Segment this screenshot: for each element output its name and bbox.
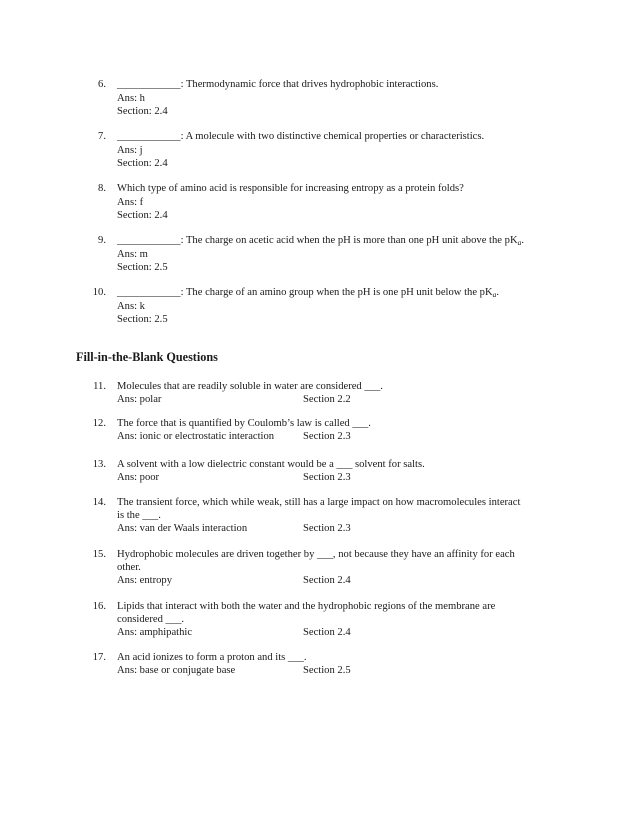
question-10 bbox=[0, 286, 638, 330]
answer-blank: ____________ bbox=[117, 79, 181, 90]
question-15 bbox=[0, 548, 638, 592]
question-number: 10. bbox=[92, 287, 106, 298]
section: Section 2.4 bbox=[303, 575, 351, 586]
section: Section: 2.4 bbox=[117, 210, 168, 221]
question-number: 11. bbox=[93, 381, 106, 392]
section: Section: 2.5 bbox=[117, 262, 168, 273]
question-number: 9. bbox=[98, 235, 106, 246]
question-12 bbox=[0, 417, 638, 447]
question-text-cont: considered ___. bbox=[117, 614, 185, 625]
question-text: Lipids that interact with both the water and the hydrophobic regions of the membrane are bbox=[117, 601, 496, 612]
question-9 bbox=[0, 234, 638, 278]
section: Section: 2.4 bbox=[117, 106, 168, 117]
question-number: 8. bbox=[98, 183, 106, 194]
question-13 bbox=[0, 458, 638, 488]
section: Section 2.4 bbox=[303, 627, 351, 638]
answer: Ans: j bbox=[117, 145, 143, 156]
section: Section: 2.5 bbox=[117, 314, 168, 325]
question-text: ____________: A molecule with two distinctive chemical properties or characteristics. bbox=[117, 131, 485, 142]
answer: Ans: base or conjugate base bbox=[117, 665, 236, 676]
question-text: An acid ionizes to form a proton and its ___. bbox=[117, 652, 307, 663]
question-number: 16. bbox=[92, 601, 106, 612]
answer: Ans: m bbox=[117, 249, 148, 260]
question-text: Which type of amino acid is responsible for increasing entropy as a protein folds? bbox=[117, 183, 464, 194]
section: Section 2.3 bbox=[303, 523, 351, 534]
question-number: 17. bbox=[92, 652, 106, 663]
question-8 bbox=[0, 182, 638, 226]
question-text: The force that is quantified by Coulomb’s law is called ___. bbox=[117, 418, 371, 429]
question-text: ____________: Thermodynamic force that drives hydrophobic interactions. bbox=[117, 79, 439, 90]
section: Section 2.3 bbox=[303, 472, 351, 483]
section-heading: Fill-in-the-Blank Questions bbox=[76, 350, 218, 364]
question-7 bbox=[0, 130, 638, 174]
question-number: 13. bbox=[92, 459, 106, 470]
answer-blank: ____________ bbox=[117, 235, 181, 246]
question-6 bbox=[0, 78, 638, 122]
answer: Ans: entropy bbox=[117, 575, 173, 586]
answer: Ans: polar bbox=[117, 394, 162, 405]
answer: Ans: ionic or electrostatic interaction bbox=[117, 431, 275, 442]
subscript: a bbox=[492, 290, 497, 299]
section: Section 2.2 bbox=[303, 394, 351, 405]
question-text: Molecules that are readily soluble in water are considered ___. bbox=[117, 381, 383, 392]
question-14 bbox=[0, 496, 638, 540]
question-text: Hydrophobic molecules are driven together by ___, not because they have an affinity for each bbox=[117, 549, 515, 560]
section: Section 2.5 bbox=[303, 665, 351, 676]
question-text: The transient force, which while weak, still has a large impact on how macromolecules interact bbox=[117, 497, 521, 508]
question-number: 14. bbox=[92, 497, 106, 508]
answer: Ans: poor bbox=[117, 472, 160, 483]
question-number: 7. bbox=[98, 131, 106, 142]
answer: Ans: h bbox=[117, 93, 145, 104]
answer: Ans: van der Waals interaction bbox=[117, 523, 248, 534]
question-text: ____________: The charge on acetic acid when the pH is more than one pH unit above the $pK_a$. bbox=[117, 235, 524, 247]
section: Section: 2.4 bbox=[117, 158, 168, 169]
answer-blank: ____________ bbox=[117, 287, 181, 298]
answer-blank: ____________ bbox=[117, 131, 181, 142]
question-16 bbox=[0, 600, 638, 644]
question-text-cont: is the ___. bbox=[117, 510, 161, 521]
section: Section 2.3 bbox=[303, 431, 351, 442]
answer: Ans: amphipathic bbox=[117, 627, 193, 638]
question-number: 15. bbox=[92, 549, 106, 560]
question-17 bbox=[0, 651, 638, 681]
question-text: A solvent with a low dielectric constant would be a ___ solvent for salts. bbox=[117, 459, 425, 470]
answer: Ans: k bbox=[117, 301, 145, 312]
question-number: 6. bbox=[98, 79, 106, 90]
question-11 bbox=[0, 380, 638, 410]
question-text: ____________: The charge of an amino group when the pH is one pH unit below the $pK_a$. bbox=[117, 287, 500, 299]
answer: Ans: f bbox=[117, 197, 144, 208]
question-number: 12. bbox=[92, 418, 106, 429]
question-text-cont: other. bbox=[117, 562, 141, 573]
subscript: a bbox=[517, 238, 522, 247]
